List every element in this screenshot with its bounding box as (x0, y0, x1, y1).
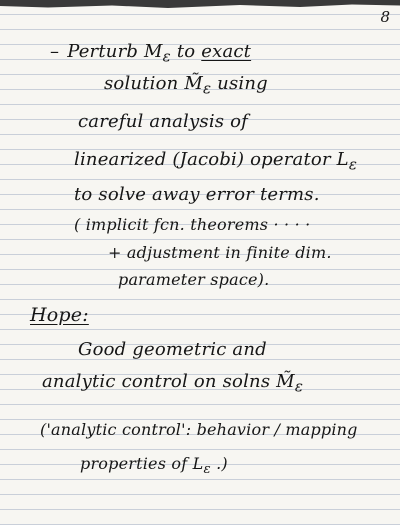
note-line-8: parameter space). (118, 270, 270, 289)
line-4-text: linearized (Jacobi) operator L (74, 149, 349, 170)
line-11-text: analytic control on solns M̃ (42, 371, 295, 392)
line-2-text: solution M̃ (104, 73, 203, 94)
line-1-text-a: Perturb M (67, 41, 163, 62)
line-2-subscript: ε (203, 79, 212, 98)
note-line-1 (50, 42, 251, 67)
note-line-4 (74, 150, 357, 175)
line-13-text-c: .) (210, 454, 228, 473)
torn-top-edge (0, 0, 400, 10)
page-number: 8 (380, 8, 390, 26)
hope-heading: Hope: (30, 304, 89, 326)
line-2-text-c: using (211, 73, 268, 94)
bullet-dash: – (50, 41, 60, 62)
note-line-2 (104, 74, 268, 99)
exact-underlined: exact (201, 41, 252, 62)
note-line-5: to solve away error terms. (74, 184, 320, 205)
line-13-text: properties of L (80, 454, 204, 473)
note-line-11 (42, 372, 303, 397)
line-13-subscript: ε (203, 462, 211, 478)
note-line-10: Good geometric and (78, 339, 267, 360)
line-1-subscript: ε (162, 47, 171, 66)
note-line-7: + adjustment in finite dim. (108, 243, 332, 262)
line-1-text-b: to (170, 41, 202, 62)
line-11-subscript: ε (294, 377, 304, 396)
note-line-3: careful analysis of (78, 111, 249, 132)
note-line-6: ( implicit fcn. theorems · · · · (74, 215, 311, 234)
note-line-13 (80, 454, 228, 480)
note-line-12: ('analytic control': behavior / mapping (40, 420, 358, 439)
line-4-subscript: ε (348, 155, 358, 174)
